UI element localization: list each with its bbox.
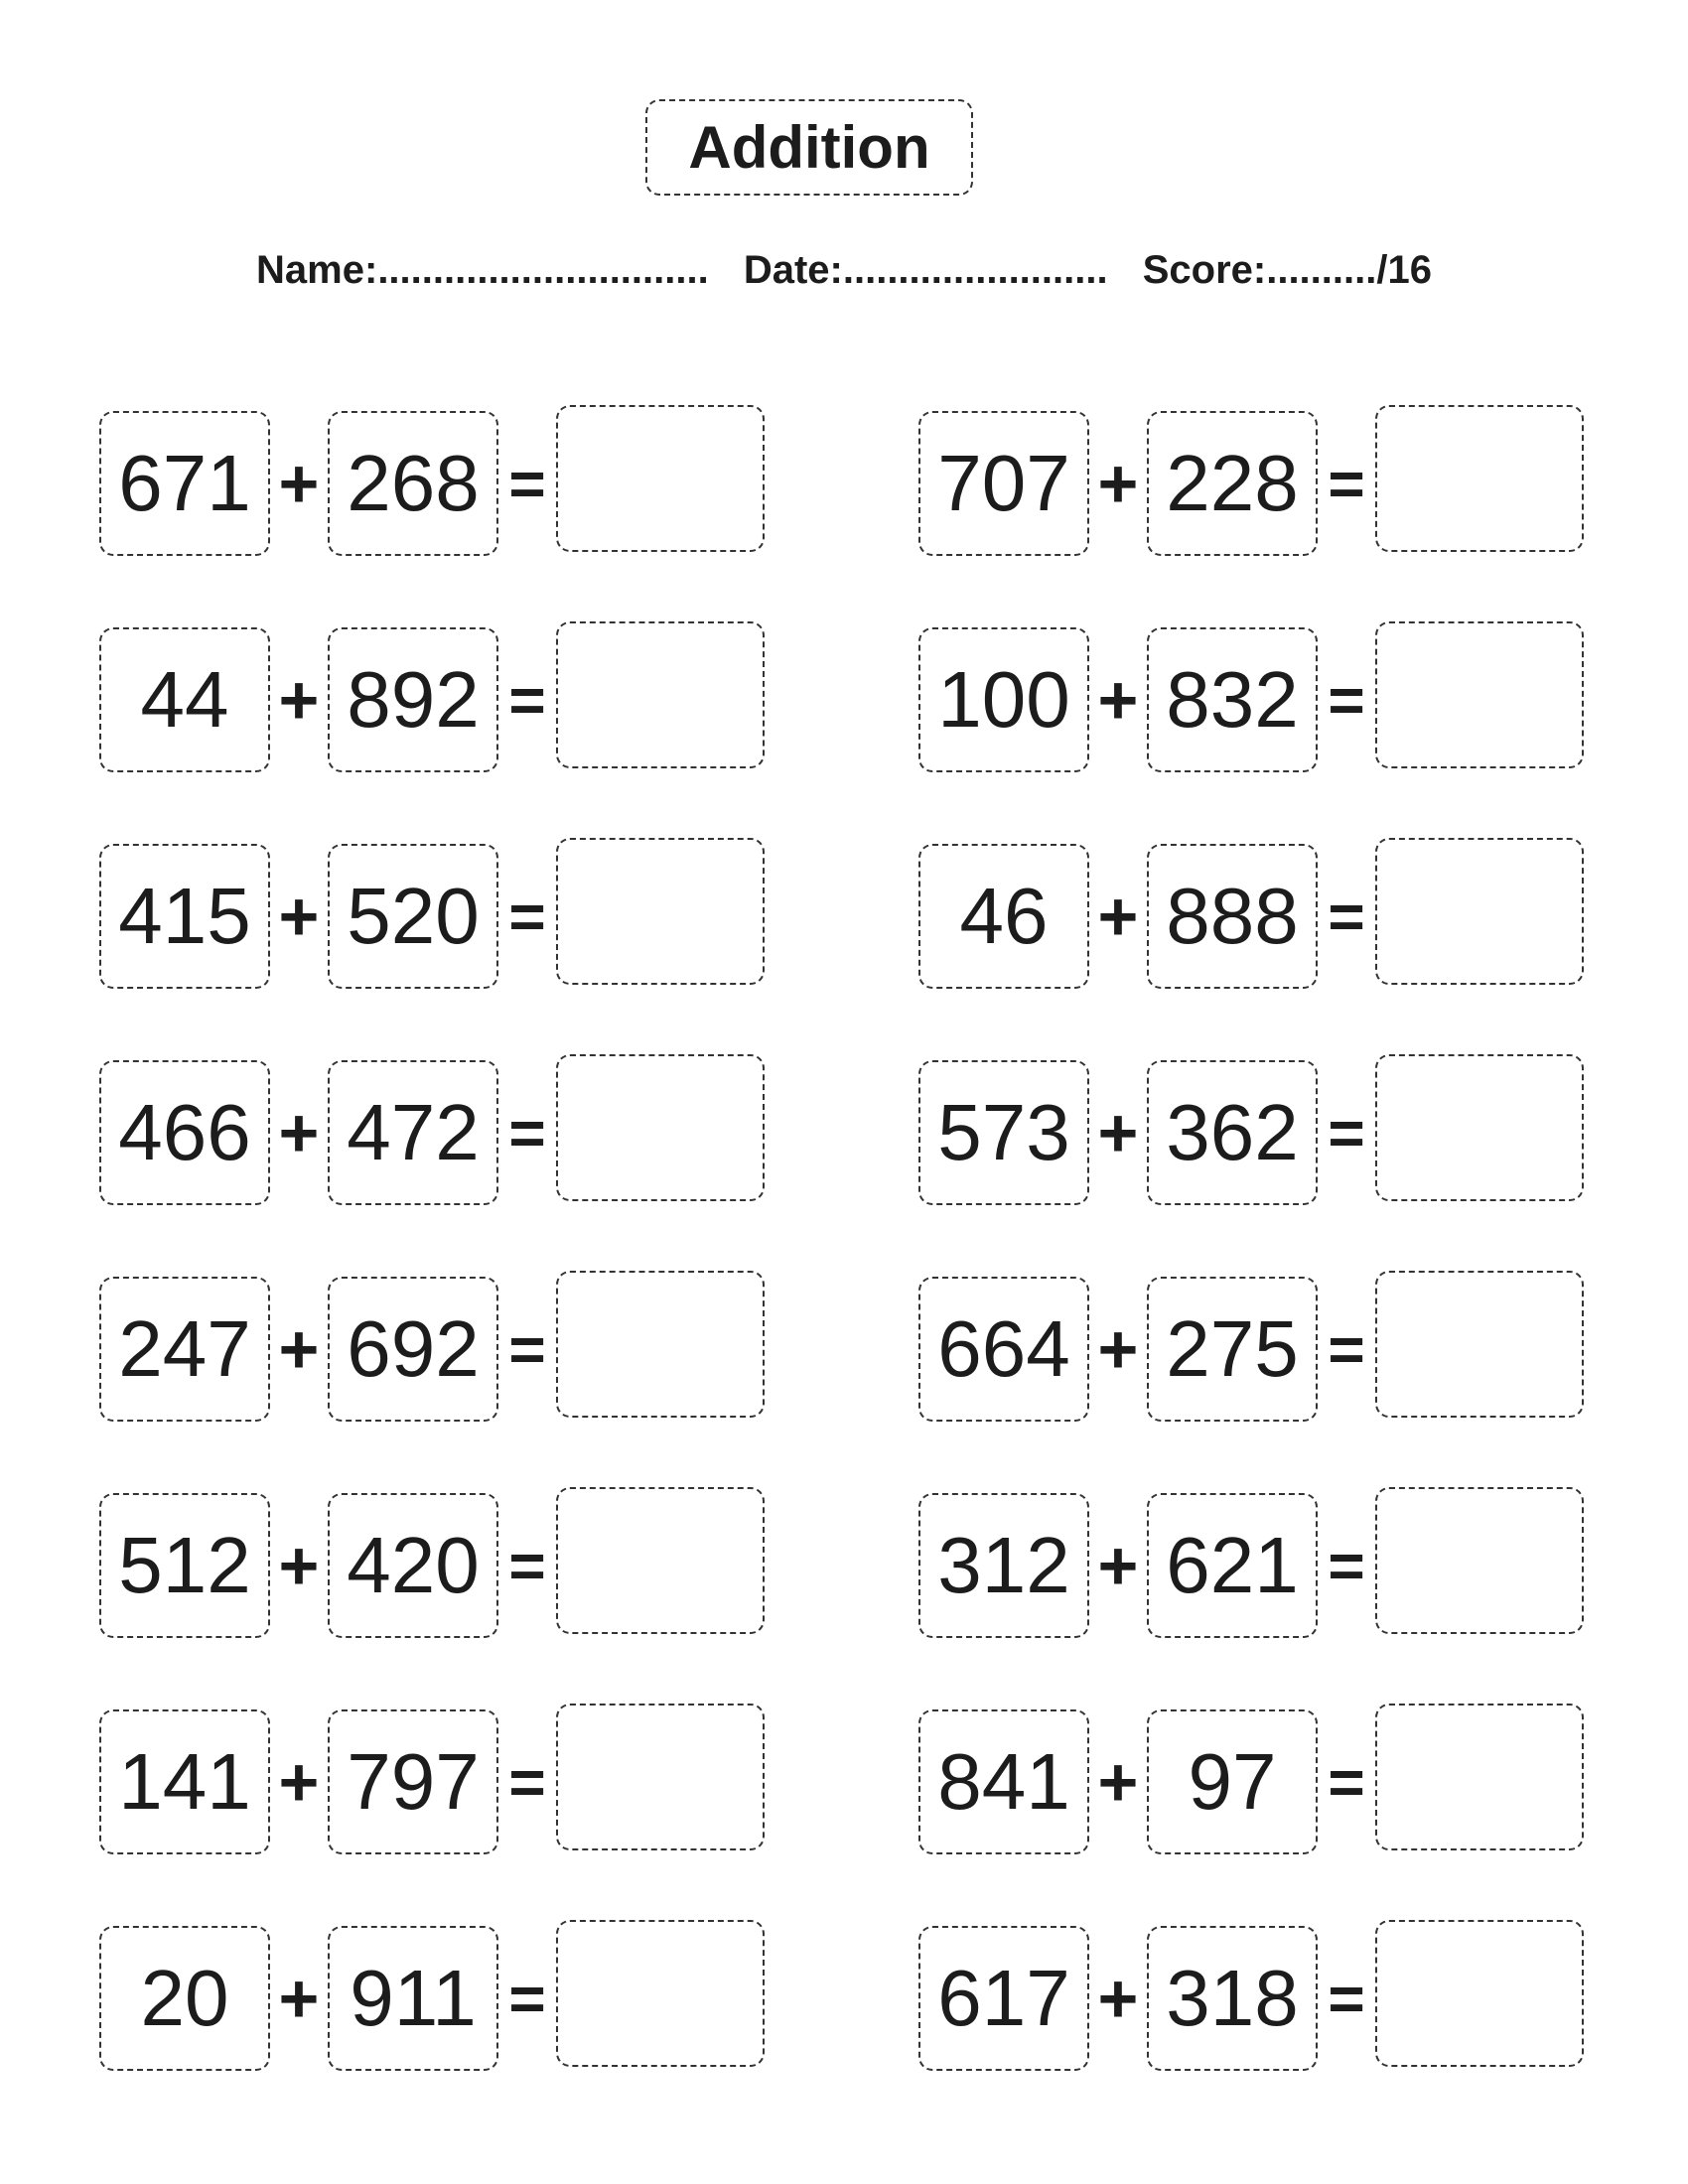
addend-1: 512 <box>99 1493 270 1638</box>
addend-2: 275 <box>1147 1277 1318 1422</box>
addend-2: 797 <box>328 1709 498 1854</box>
addend-2: 228 <box>1147 411 1318 556</box>
answer-box[interactable] <box>556 621 765 768</box>
addend-2: 832 <box>1147 627 1318 772</box>
addend-2: 520 <box>328 844 498 989</box>
addend-1: 141 <box>99 1709 270 1854</box>
worksheet-title: Addition <box>645 99 973 196</box>
equals-sign: = <box>508 664 546 736</box>
plus-sign: + <box>1097 1310 1139 1388</box>
plus-sign: + <box>278 661 320 739</box>
addend-1: 573 <box>918 1060 1089 1205</box>
addend-1: 44 <box>99 627 270 772</box>
equals-sign: = <box>508 881 546 952</box>
plus-sign: + <box>1097 1743 1139 1821</box>
equals-sign: = <box>1328 1963 1365 2034</box>
answer-box[interactable] <box>1375 1271 1584 1418</box>
plus-sign: + <box>278 1310 320 1388</box>
answer-box[interactable] <box>1375 621 1584 768</box>
plus-sign: + <box>1097 1094 1139 1171</box>
addend-1: 100 <box>918 627 1089 772</box>
addend-1: 841 <box>918 1709 1089 1854</box>
equals-sign: = <box>1328 1746 1365 1818</box>
addend-1: 617 <box>918 1926 1089 2071</box>
equals-sign: = <box>1328 448 1365 519</box>
answer-box[interactable] <box>556 1704 765 1850</box>
answer-box[interactable] <box>1375 838 1584 985</box>
addend-2: 268 <box>328 411 498 556</box>
answer-box[interactable] <box>556 1487 765 1634</box>
answer-box[interactable] <box>1375 1054 1584 1201</box>
plus-sign: + <box>278 878 320 955</box>
addend-2: 621 <box>1147 1493 1318 1638</box>
equals-sign: = <box>508 1746 546 1818</box>
name-field[interactable]: Name:.............................. <box>256 248 709 292</box>
addend-2: 692 <box>328 1277 498 1422</box>
plus-sign: + <box>1097 445 1139 522</box>
plus-sign: + <box>278 445 320 522</box>
plus-sign: + <box>278 1743 320 1821</box>
addend-1: 466 <box>99 1060 270 1205</box>
addend-2: 892 <box>328 627 498 772</box>
plus-sign: + <box>1097 1527 1139 1604</box>
answer-box[interactable] <box>1375 1704 1584 1850</box>
student-info-line <box>0 248 1688 293</box>
addend-1: 664 <box>918 1277 1089 1422</box>
plus-sign: + <box>278 1094 320 1171</box>
answer-box[interactable] <box>1375 1487 1584 1634</box>
equals-sign: = <box>1328 1530 1365 1601</box>
answer-box[interactable] <box>1375 405 1584 552</box>
equals-sign: = <box>508 1963 546 2034</box>
answer-box[interactable] <box>556 405 765 552</box>
score-field: Score:........../16 <box>1142 248 1432 292</box>
equals-sign: = <box>508 1097 546 1168</box>
addend-2: 888 <box>1147 844 1318 989</box>
addend-1: 707 <box>918 411 1089 556</box>
equals-sign: = <box>1328 664 1365 736</box>
addend-2: 420 <box>328 1493 498 1638</box>
equals-sign: = <box>508 1530 546 1601</box>
date-field[interactable]: Date:........................ <box>743 248 1108 292</box>
equals-sign: = <box>508 448 546 519</box>
equals-sign: = <box>508 1313 546 1385</box>
plus-sign: + <box>278 1527 320 1604</box>
addend-2: 472 <box>328 1060 498 1205</box>
addend-2: 97 <box>1147 1709 1318 1854</box>
plus-sign: + <box>1097 878 1139 955</box>
answer-box[interactable] <box>556 1271 765 1418</box>
plus-sign: + <box>1097 1960 1139 2037</box>
addend-1: 312 <box>918 1493 1089 1638</box>
addend-2: 362 <box>1147 1060 1318 1205</box>
plus-sign: + <box>278 1960 320 2037</box>
plus-sign: + <box>1097 661 1139 739</box>
addend-2: 318 <box>1147 1926 1318 2071</box>
answer-box[interactable] <box>1375 1920 1584 2067</box>
answer-box[interactable] <box>556 838 765 985</box>
equals-sign: = <box>1328 1313 1365 1385</box>
addend-1: 20 <box>99 1926 270 2071</box>
addend-2: 911 <box>328 1926 498 2071</box>
addend-1: 247 <box>99 1277 270 1422</box>
equals-sign: = <box>1328 1097 1365 1168</box>
addend-1: 46 <box>918 844 1089 989</box>
answer-box[interactable] <box>556 1054 765 1201</box>
answer-box[interactable] <box>556 1920 765 2067</box>
addend-1: 415 <box>99 844 270 989</box>
equals-sign: = <box>1328 881 1365 952</box>
addend-1: 671 <box>99 411 270 556</box>
